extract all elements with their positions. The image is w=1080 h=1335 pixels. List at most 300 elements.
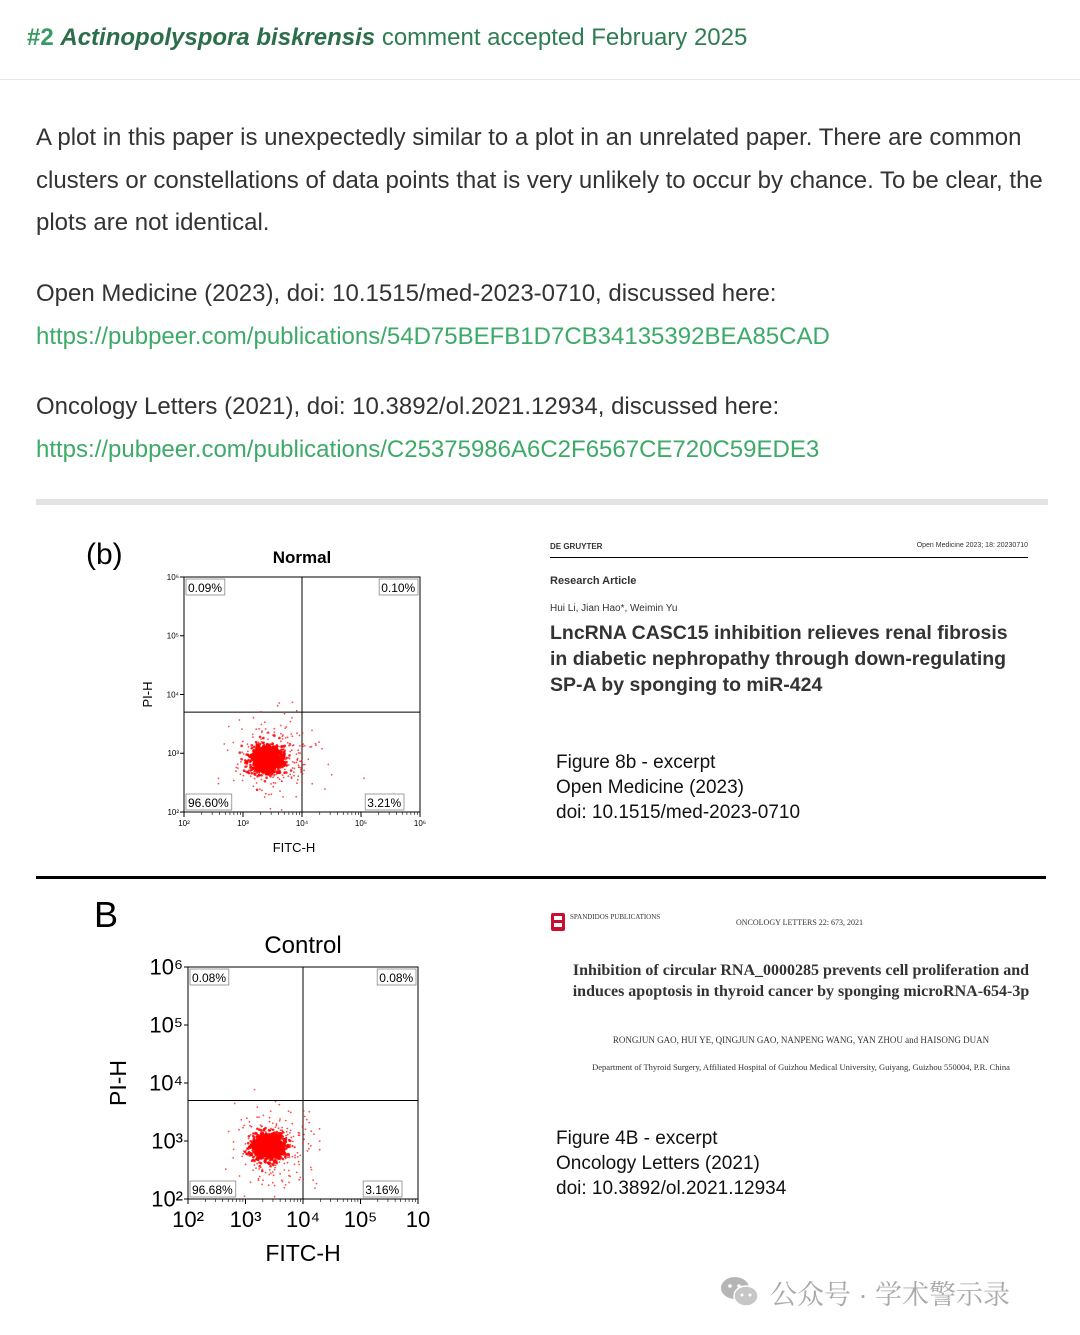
scatter-point (237, 767, 239, 769)
scatter-point (264, 770, 266, 772)
scatter-point (264, 1141, 266, 1143)
scatter-point (285, 737, 287, 739)
scatter-point (282, 1131, 284, 1133)
quadrant-lower-right: 3.21% (367, 796, 402, 810)
scatter-point (258, 728, 260, 730)
reference-2 (36, 386, 1051, 471)
x-tick-label: 10⁶ (413, 819, 427, 828)
scatter-point (272, 776, 274, 778)
quadrant-upper-left: 0.08% (192, 971, 227, 985)
scatter-point (285, 759, 287, 761)
scatter-point (266, 759, 268, 761)
scatter-point (289, 751, 291, 753)
scatter-point (285, 1135, 287, 1137)
scatter-point (298, 764, 300, 766)
scatter-point (278, 702, 280, 704)
scatter-point (297, 749, 299, 751)
comment-number[interactable]: #2 (27, 24, 54, 51)
scatter-point (241, 1156, 243, 1158)
scatter-point (283, 1187, 285, 1189)
scatter-point (248, 746, 250, 748)
scatter-point (254, 1089, 256, 1091)
scatter-point (248, 770, 250, 772)
scatter-point (281, 1151, 283, 1153)
scatter-point (278, 1157, 280, 1159)
scatter-point (277, 777, 279, 779)
scatter-point (282, 760, 284, 762)
y-tick-label: 10³ (167, 749, 179, 759)
scatter-point (283, 777, 285, 779)
scatter-point (266, 754, 268, 756)
scatter-point (296, 710, 298, 712)
scatter-point (262, 1115, 264, 1117)
scatter-point (289, 1132, 291, 1134)
scatter-point (267, 771, 269, 773)
scatter-point (251, 1143, 253, 1145)
scatter-point (299, 1155, 301, 1157)
scatter-point (264, 780, 267, 783)
scatter-point (277, 1151, 279, 1153)
scatter-point (279, 1139, 281, 1141)
scatter-point (264, 721, 266, 723)
scatter-point (297, 775, 299, 777)
scatter-point (316, 1183, 318, 1185)
scatter-point (233, 1149, 235, 1151)
scatter-point (262, 755, 264, 757)
scatter-point (251, 1159, 254, 1162)
scatter-point (258, 1142, 260, 1144)
scatter-point (286, 1137, 288, 1139)
scatter-point (237, 763, 239, 765)
scatter-point (283, 772, 285, 774)
x-tick-label: 10² (178, 819, 190, 828)
scatter-point (273, 1174, 275, 1176)
scatter-point (241, 728, 243, 730)
scatter-point (274, 1157, 276, 1159)
y-tick-label: 10⁵ (149, 1012, 183, 1038)
scatter-point (269, 1169, 271, 1171)
scatter-point (290, 1130, 292, 1132)
scatter-point (293, 744, 295, 746)
scatter-point (274, 761, 276, 763)
scatter-point (270, 1142, 272, 1144)
scatter-point (258, 771, 261, 774)
scatter-point (292, 767, 294, 769)
scatter-point (276, 1162, 278, 1164)
scatter-point (275, 774, 277, 776)
scatter-point (282, 755, 284, 757)
scatter-point (261, 1142, 264, 1145)
scatter-point (287, 775, 289, 777)
scatter-point (262, 757, 264, 759)
excerpt-caption-b (556, 1126, 786, 1201)
scatter-point (278, 737, 281, 740)
scatter-point (272, 1171, 274, 1173)
scatter-point (284, 1141, 287, 1144)
scatter-point (277, 1146, 279, 1148)
scatter-point (267, 738, 269, 740)
scatter-point (285, 1158, 287, 1160)
quadrant-lower-left: 96.68% (192, 1183, 233, 1197)
scatter-point (302, 1178, 304, 1180)
article-type: Research Article (550, 575, 637, 587)
scatter-point (273, 782, 275, 784)
scatter-point (284, 1151, 286, 1153)
scatter-point (247, 743, 249, 745)
scatter-point (279, 763, 281, 765)
scatter-point (258, 1178, 260, 1180)
journal-citation-b: ONCOLOGY LETTERS 22: 673, 2021 (736, 918, 864, 927)
scatter-point (272, 786, 274, 788)
x-tick-label: 10⁵ (354, 819, 368, 828)
scatter-point (296, 1172, 298, 1174)
scatter-point (246, 765, 248, 767)
scatter-point (281, 1127, 283, 1129)
scatter-point (279, 766, 282, 769)
scatter-point (268, 1161, 270, 1163)
scatter-point (268, 765, 271, 768)
scatter-point (218, 778, 220, 780)
scatter-point (277, 760, 279, 762)
scatter-point (246, 1117, 248, 1119)
scatter-point (283, 1153, 285, 1155)
scatter-point (269, 1121, 271, 1123)
scatter-point (305, 1128, 307, 1130)
scatter-point (275, 1164, 277, 1166)
scatter-point (292, 761, 294, 763)
scatter-point (292, 1145, 294, 1147)
scatter-point (285, 771, 288, 774)
comment-paragraph: A plot in this paper is unexpectedly similar to a plot in an unrelated paper. There are common clusters or constellations of data points that is very unlikely to occur by chance. To be clear, the plots are not identical. (36, 124, 1043, 236)
scatter-point (282, 738, 284, 740)
scatter-point (263, 1135, 265, 1137)
scatter-point (307, 1150, 309, 1152)
scatter-point (265, 1159, 267, 1161)
scatter-point (270, 1158, 272, 1160)
scatter-point (274, 774, 276, 776)
scatter-point (256, 789, 259, 792)
scatter-point (266, 1149, 268, 1151)
scatter-point (287, 1134, 289, 1136)
scatter-point (244, 1195, 246, 1197)
scatter-point (290, 1137, 292, 1139)
scatter-point (287, 742, 289, 744)
scatter-point (288, 1170, 290, 1172)
scatter-point (259, 775, 261, 777)
scatter-point (262, 761, 264, 763)
scatter-point (291, 749, 293, 751)
scatter-point (265, 764, 267, 766)
scatter-point (266, 1141, 269, 1144)
scatter-point (252, 736, 254, 738)
scatter-point (252, 1169, 254, 1171)
scatter-point (261, 730, 263, 732)
scatter-point (257, 743, 259, 745)
scatter-point (281, 1129, 283, 1131)
scatter-point (307, 759, 309, 761)
scatter-point (306, 1119, 308, 1121)
scatter-point (318, 741, 320, 743)
scatter-point (253, 772, 255, 774)
article-authors: Hui Li, Jian Hao*, Weimin Yu (550, 603, 678, 614)
scatter-point (267, 1134, 269, 1136)
scatter-point (265, 1172, 267, 1174)
scatter-point (292, 1156, 294, 1158)
scatter-point (286, 1148, 288, 1150)
scatter-point (262, 763, 264, 765)
scatter-point (302, 1142, 304, 1144)
scatter-point (243, 753, 245, 755)
scatter-point (275, 1101, 277, 1103)
scatter-point (271, 1154, 274, 1157)
scatter-point (264, 1161, 267, 1164)
scatter-point (259, 1153, 262, 1156)
scatter-point (280, 740, 282, 742)
scatter-point (245, 1143, 247, 1145)
scatter-point (263, 1143, 265, 1145)
excerpt-b-line-2: Oncology Letters (2021) (556, 1153, 760, 1174)
scatter-point (240, 773, 242, 775)
scatter-point (294, 1155, 296, 1157)
scatter-point (268, 794, 270, 796)
reference-1-link[interactable]: https://pubpeer.com/publications/54D75BEFB1D7CB34135392BEA85CAD (36, 322, 830, 350)
scatter-point (308, 1111, 310, 1113)
scatter-point (293, 1136, 295, 1138)
scatter-point (255, 1134, 257, 1136)
scatter-point (298, 766, 300, 768)
scatter-point (251, 1126, 253, 1128)
flow-plot-control (100, 925, 445, 1280)
scatter-point (299, 761, 301, 763)
scatter-point (311, 1169, 313, 1171)
x-tick-label: 10⁴ (295, 819, 309, 828)
scatter-point (274, 1169, 276, 1171)
scatter-point (281, 1148, 283, 1150)
scatter-point (239, 1175, 241, 1177)
scatter-point (282, 735, 284, 737)
scatter-point (255, 1158, 257, 1160)
scatter-point (280, 749, 282, 751)
scatter-point (273, 731, 275, 733)
reference-2-text: Oncology Letters (2021), doi: 10.3892/ol.2021.12934, discussed here: (36, 393, 780, 420)
figure-divider (36, 876, 1046, 879)
scatter-point (258, 1168, 260, 1170)
scatter-point (265, 728, 267, 730)
x-tick-label: 10³ (229, 1207, 262, 1232)
x-tick-label: 10² (172, 1207, 204, 1232)
scatter-point (254, 1147, 257, 1150)
scatter-point (296, 762, 298, 764)
scatter-point (255, 749, 257, 751)
quadrant-upper-left: 0.09% (188, 581, 223, 595)
scatter-point (276, 744, 278, 746)
scatter-point (291, 776, 293, 778)
scatter-point (278, 746, 280, 748)
article-title-b: Inhibition of circular RNA_0000285 prevents cell proliferation and induces apoptosis in thyroid cancer by sponging microRNA-654-3p (572, 962, 1030, 1000)
scatter-point (290, 1112, 292, 1114)
scatter-point (276, 1160, 278, 1162)
wechat-icon (720, 1275, 760, 1309)
scatter-point (280, 746, 283, 749)
scatter-point (275, 769, 277, 771)
scatter-point (270, 764, 272, 766)
scatter-point (300, 769, 302, 771)
scatter-point (291, 1123, 293, 1125)
scatter-point (319, 1140, 321, 1142)
scatter-point (284, 769, 286, 771)
scatter-point (309, 746, 311, 748)
scatter-point (294, 768, 296, 770)
scatter-point (235, 767, 237, 769)
scatter-point (277, 1137, 279, 1139)
scatter-point (279, 1161, 281, 1163)
scatter-point (304, 745, 306, 747)
scatter-point (299, 752, 301, 754)
scatter-point (288, 745, 290, 747)
scatter-point (303, 1110, 305, 1112)
scatter-point (269, 1139, 271, 1141)
x-axis-label: FITC-H (272, 840, 316, 855)
y-tick-label: 10³ (151, 1128, 183, 1154)
scatter-point (228, 726, 230, 728)
scatter-point (266, 743, 268, 745)
scatter-point (277, 705, 279, 707)
scatter-point (275, 1126, 277, 1128)
scatter-point (270, 1172, 272, 1174)
scatter-point (256, 749, 259, 752)
scatter-point (266, 732, 268, 734)
scatter-point (287, 1147, 289, 1149)
scatter-point (260, 1162, 263, 1165)
x-tick-label: 10 (405, 1207, 431, 1232)
scatter-point (252, 1132, 255, 1135)
wechat-watermark (720, 1274, 1010, 1310)
scatter-point (256, 1163, 258, 1165)
scatter-point (331, 774, 333, 776)
scatter-point (260, 1157, 263, 1160)
scatter-point (241, 751, 243, 753)
scatter-point (247, 753, 250, 756)
scatter-point (315, 744, 317, 746)
scatter-point (264, 1155, 266, 1157)
scatter-point (281, 780, 283, 782)
scatter-point (256, 1128, 259, 1131)
scatter-point (269, 1130, 271, 1132)
scatter-point (299, 735, 301, 737)
scatter-point (270, 808, 272, 810)
scatter-point (253, 717, 255, 719)
scatter-point (260, 1129, 263, 1132)
scatter-point (287, 1157, 289, 1159)
y-tick-label: 10⁴ (149, 1070, 183, 1096)
scatter-point (298, 1161, 300, 1163)
scatter-point (273, 1143, 275, 1145)
scatter-point (297, 1152, 299, 1154)
scatter-point (315, 743, 317, 745)
scatter-point (310, 1167, 312, 1169)
scatter-point (277, 771, 279, 773)
scatter-point (228, 1131, 230, 1133)
scatter-point (291, 735, 293, 737)
scatter-point (256, 752, 258, 754)
scatter-point (282, 774, 284, 776)
scatter-point (311, 783, 313, 785)
scatter-point (267, 1146, 270, 1149)
scatter-point (261, 724, 263, 726)
scatter-point (245, 1152, 248, 1155)
scatter-point (284, 753, 286, 755)
x-axis-label: FITC-H (265, 1240, 341, 1266)
scatter-point (269, 1151, 272, 1154)
reference-2-link[interactable]: https://pubpeer.com/publications/C25375986A6C2F6567CE720C59EDE3 (36, 435, 820, 463)
scatter-point (250, 1153, 252, 1155)
scatter-point (287, 1162, 289, 1164)
scatter-point (265, 749, 267, 751)
scatter-point (254, 1143, 257, 1146)
scatter-point (274, 751, 276, 753)
y-tick-label: 10² (151, 1186, 183, 1212)
scatter-point (259, 768, 261, 770)
scatter-point (261, 741, 263, 743)
scatter-point (245, 1150, 247, 1152)
scatter-point (272, 1141, 274, 1143)
scatter-point (233, 780, 235, 782)
scatter-point (284, 761, 286, 763)
scatter-point (267, 747, 270, 750)
scatter-point (303, 743, 305, 745)
scatter-point (253, 1136, 256, 1139)
scatter-point (279, 1135, 281, 1137)
scatter-point (272, 1151, 274, 1153)
scatter-point (235, 770, 237, 772)
scatter-point (292, 702, 294, 704)
scatter-point (287, 736, 289, 738)
scatter-point (283, 1163, 285, 1165)
scatter-point (262, 737, 264, 739)
scatter-point (268, 1141, 270, 1143)
scatter-point (265, 1138, 267, 1140)
reference-1-text: Open Medicine (2023), doi: 10.1515/med-2023-0710, discussed here: (36, 280, 777, 307)
publisher-name: DE GRUYTER (550, 542, 603, 551)
journal-citation: Open Medicine 2023; 18: 20230710 (916, 542, 1028, 549)
scatter-point (278, 1127, 280, 1129)
scatter-point (263, 1139, 265, 1141)
scatter-point (227, 749, 229, 751)
excerpt-b-line-1: Figure 4B - excerpt (556, 1128, 718, 1149)
y-tick-label: 10² (167, 807, 179, 817)
scatter-point (268, 1156, 270, 1158)
scatter-point (260, 774, 263, 777)
scatter-point (281, 751, 283, 753)
scatter-point (271, 743, 274, 746)
scatter-point (284, 713, 286, 715)
scatter-point (260, 711, 262, 713)
scatter-point (264, 752, 267, 755)
scatter-point (252, 785, 254, 787)
scatter-point (274, 1185, 276, 1187)
scatter-point (321, 748, 323, 750)
author-name[interactable]: Actinopolyspora biskrensis (60, 24, 376, 51)
scatter-point (288, 1110, 290, 1112)
scatter-point (289, 743, 291, 745)
scatter-point (279, 1153, 281, 1155)
flow-plot-normal (130, 535, 450, 860)
scatter-point (274, 1142, 277, 1145)
scatter-point (296, 732, 298, 734)
article-title: LncRNA CASC15 inhibition relieves renal fibrosis in diabetic nephropathy through down-regulating SP-A by sponging to miR-424 (550, 622, 1008, 696)
scatter-point (261, 1125, 263, 1127)
scatter-point (289, 774, 291, 776)
